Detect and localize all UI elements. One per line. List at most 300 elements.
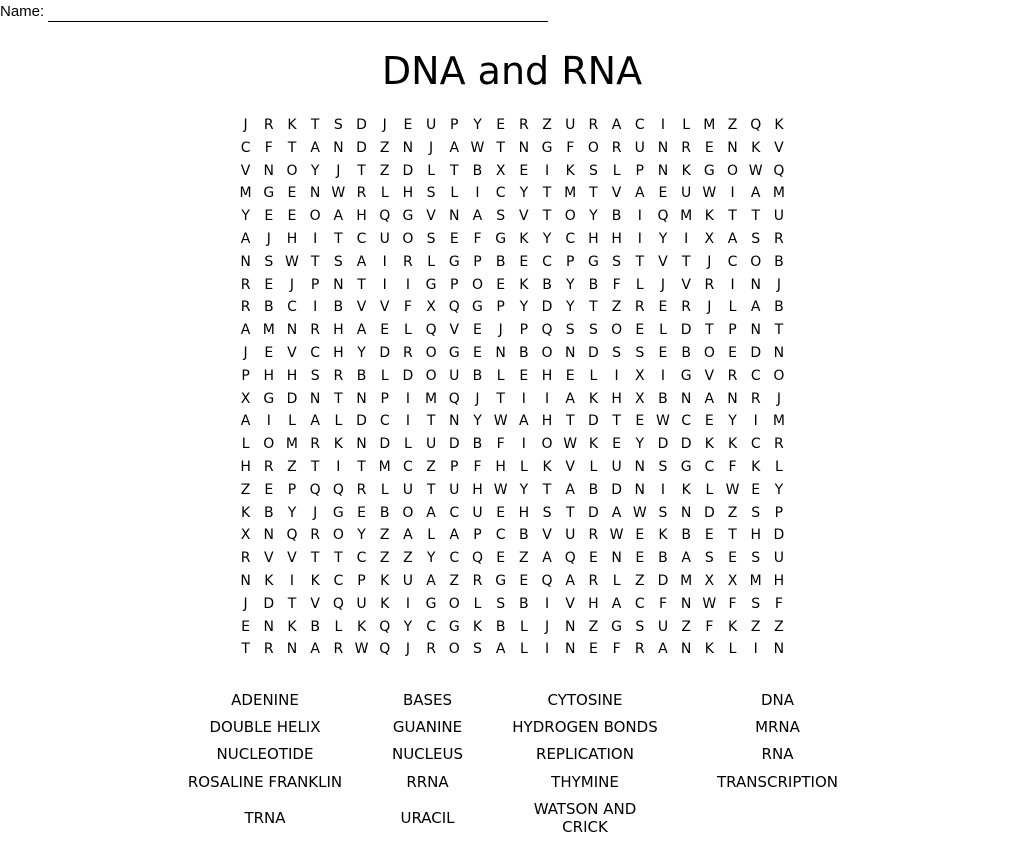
grid-letter: P xyxy=(635,162,644,179)
grid-letter: K xyxy=(287,618,297,635)
grid-letter: E xyxy=(658,185,668,202)
grid-letter: A xyxy=(449,527,460,544)
grid-letter: D xyxy=(402,162,414,179)
grid-letter: P xyxy=(241,367,250,384)
grid-letter: O xyxy=(773,367,785,384)
grid-letter: C xyxy=(750,367,761,384)
grid-letter: N xyxy=(263,618,275,635)
grid-letter: H xyxy=(495,458,506,475)
grid-letter: B xyxy=(681,527,691,544)
grid-letter: D xyxy=(263,595,275,612)
grid-letter: I xyxy=(637,208,642,225)
grid-letter: R xyxy=(356,185,367,202)
grid-letter: Q xyxy=(448,390,460,407)
grid-letter: I xyxy=(753,641,758,658)
grid-letter: X xyxy=(704,230,715,247)
grid-letter: S xyxy=(751,595,761,612)
grid-letter: E xyxy=(704,413,714,430)
grid-letter: C xyxy=(681,413,692,430)
grid-letter: T xyxy=(310,550,320,567)
grid-letter: P xyxy=(380,390,389,407)
grid-letter: T xyxy=(542,208,552,225)
grid-letter: B xyxy=(588,276,599,293)
grid-letter: D xyxy=(657,436,669,453)
grid-letter: R xyxy=(634,641,645,658)
grid-letter: O xyxy=(309,208,321,225)
grid-letter: B xyxy=(774,299,784,316)
grid-letter: L xyxy=(519,458,528,475)
word-list xyxy=(160,686,870,840)
grid-letter: S xyxy=(264,253,274,270)
word-list-item: WATSON AND CRICK xyxy=(533,799,637,836)
grid-letter: P xyxy=(774,504,784,521)
grid-letter: E xyxy=(496,504,506,521)
grid-letter: Y xyxy=(473,413,482,430)
grid-letter: M xyxy=(425,390,438,407)
grid-letter: D xyxy=(680,322,692,339)
grid-letter: J xyxy=(776,276,781,293)
grid-letter: K xyxy=(658,527,668,544)
grid-letter: T xyxy=(565,504,575,521)
grid-letter: R xyxy=(263,641,274,658)
grid-letter: R xyxy=(774,230,784,247)
grid-letter: U xyxy=(472,504,483,521)
grid-letter: A xyxy=(565,572,575,589)
word-list-item: THYMINE xyxy=(551,772,619,791)
grid-letter: O xyxy=(703,344,715,361)
grid-letter: K xyxy=(751,458,761,475)
grid-letter: S xyxy=(310,367,320,384)
grid-letter: U xyxy=(611,458,622,475)
grid-letter: C xyxy=(310,344,321,361)
grid-letter: A xyxy=(426,572,436,589)
grid-letter: B xyxy=(658,550,668,567)
grid-letter: L xyxy=(728,299,737,316)
grid-letter: P xyxy=(287,481,297,498)
grid-letter: V xyxy=(565,458,575,475)
grid-letter: P xyxy=(473,253,482,270)
grid-letter: S xyxy=(751,504,761,521)
grid-letter: T xyxy=(681,253,691,270)
grid-letter: K xyxy=(565,162,575,179)
grid-letter: F xyxy=(473,230,482,247)
grid-letter: K xyxy=(264,572,274,589)
grid-letter: B xyxy=(472,162,483,179)
grid-letter: E xyxy=(449,230,459,247)
grid-letter: N xyxy=(680,595,692,612)
grid-letter: S xyxy=(333,253,343,270)
grid-letter: M xyxy=(680,208,693,225)
grid-letter: L xyxy=(427,527,435,544)
grid-letter: O xyxy=(611,322,623,339)
grid-letter: R xyxy=(704,276,715,293)
grid-letter: T xyxy=(287,139,297,156)
grid-letter: B xyxy=(472,436,483,453)
grid-letter: F xyxy=(658,595,667,612)
grid-letter: M xyxy=(703,117,716,133)
grid-letter: K xyxy=(241,504,251,521)
grid-letter: R xyxy=(240,550,251,567)
grid-letter: F xyxy=(473,458,482,475)
grid-letter: A xyxy=(565,390,575,407)
grid-letter: N xyxy=(657,162,669,179)
grid-letter: C xyxy=(565,230,576,247)
grid-letter: U xyxy=(565,117,576,133)
name-underline xyxy=(48,7,548,22)
grid-letter: A xyxy=(403,527,413,544)
grid-letter: S xyxy=(588,162,598,179)
grid-letter: T xyxy=(542,481,552,498)
grid-letter: E xyxy=(519,367,529,384)
grid-letter: R xyxy=(263,458,274,475)
grid-letter: R xyxy=(750,390,761,407)
grid-letter: W xyxy=(470,139,485,156)
grid-letter: D xyxy=(703,504,715,521)
grid-letter: R xyxy=(310,322,321,339)
grid-letter: I xyxy=(313,299,318,316)
grid-letter: E xyxy=(635,413,645,430)
grid-letter: E xyxy=(496,550,506,567)
grid-letter: D xyxy=(356,413,367,430)
grid-letter: A xyxy=(611,117,622,133)
grid-letter: H xyxy=(541,367,553,384)
grid-letter: Q xyxy=(379,641,391,658)
grid-letter: A xyxy=(449,139,460,156)
grid-letter: T xyxy=(241,641,250,658)
grid-letter: Z xyxy=(379,139,390,156)
grid-letter: E xyxy=(635,550,645,567)
grid-letter: K xyxy=(287,117,297,133)
grid-letter: C xyxy=(403,458,413,475)
grid-letter: U xyxy=(425,117,437,133)
grid-letter: G xyxy=(448,618,460,635)
grid-letter: A xyxy=(240,230,251,247)
grid-letter: A xyxy=(240,322,251,339)
grid-letter: B xyxy=(263,299,274,316)
grid-letter: Z xyxy=(727,117,738,133)
grid-letter: V xyxy=(287,344,297,361)
grid-letter: E xyxy=(588,641,598,658)
grid-letter: L xyxy=(612,572,621,589)
grid-letter: R xyxy=(263,117,274,133)
grid-letter: V xyxy=(704,367,715,384)
grid-letter: D xyxy=(680,436,692,453)
grid-letter: X xyxy=(240,390,251,407)
grid-letter: K xyxy=(588,436,598,453)
grid-letter: T xyxy=(450,162,459,179)
grid-letter: D xyxy=(448,436,460,453)
grid-letter: T xyxy=(612,413,621,430)
grid-letter: N xyxy=(240,572,251,589)
grid-letter: Z xyxy=(240,481,251,498)
grid-letter: J xyxy=(660,276,666,293)
grid-letter: J xyxy=(336,162,341,179)
grid-letter: Q xyxy=(379,618,391,635)
grid-letter: L xyxy=(635,276,644,293)
grid-letter: D xyxy=(379,344,391,361)
grid-letter: W xyxy=(493,413,508,430)
grid-letter: R xyxy=(240,299,251,316)
grid-letter: T xyxy=(310,458,320,475)
grid-letter: F xyxy=(728,595,737,612)
grid-letter: E xyxy=(704,527,714,544)
grid-letter: E xyxy=(519,162,529,179)
grid-letter: A xyxy=(704,390,715,407)
grid-letter: X xyxy=(426,299,436,316)
grid-letter: G xyxy=(611,618,623,635)
grid-letter: M xyxy=(680,572,693,589)
grid-letter: K xyxy=(704,436,714,453)
grid-letter: Z xyxy=(750,618,761,635)
grid-letter: Y xyxy=(728,413,737,430)
grid-letter: P xyxy=(450,458,459,475)
grid-letter: G xyxy=(703,162,715,179)
word-list-item: NUCLEUS xyxy=(391,745,463,764)
grid-letter: V xyxy=(681,276,691,293)
grid-letter: O xyxy=(727,162,739,179)
grid-letter: B xyxy=(774,253,784,270)
grid-letter: F xyxy=(264,139,273,156)
grid-letter: J xyxy=(289,276,295,293)
grid-letter: B xyxy=(611,208,622,225)
grid-letter: B xyxy=(519,344,529,361)
grid-letter: T xyxy=(357,162,366,179)
grid-letter: I xyxy=(660,367,666,384)
grid-letter: I xyxy=(660,117,666,133)
grid-letter: O xyxy=(402,504,414,521)
grid-letter: J xyxy=(266,230,271,247)
grid-letter: C xyxy=(727,253,738,270)
grid-letter: Y xyxy=(519,299,529,316)
grid-letter: E xyxy=(264,208,274,225)
grid-letter: N xyxy=(449,208,460,225)
word-list-item: DOUBLE HELIX xyxy=(209,718,321,737)
grid-letter: T xyxy=(287,595,297,612)
grid-letter: Z xyxy=(449,572,460,589)
grid-letter: E xyxy=(658,299,668,316)
grid-letter: N xyxy=(773,641,785,658)
grid-letter: H xyxy=(263,367,275,384)
grid-letter: U xyxy=(773,208,785,225)
grid-letter: T xyxy=(635,253,645,270)
grid-letter: G xyxy=(495,572,507,589)
grid-letter: B xyxy=(681,344,691,361)
grid-letter: A xyxy=(356,253,367,270)
grid-letter: L xyxy=(288,413,296,430)
grid-letter: E xyxy=(380,322,390,339)
grid-letter: F xyxy=(566,139,575,156)
grid-letter: V xyxy=(240,162,251,179)
grid-letter: I xyxy=(730,185,735,202)
grid-letter: U xyxy=(657,618,669,635)
grid-letter: Y xyxy=(519,481,529,498)
grid-letter: L xyxy=(589,367,598,384)
grid-letter: A xyxy=(240,413,251,430)
grid-letter: G xyxy=(263,390,275,407)
grid-letter: A xyxy=(611,595,622,612)
grid-letter: N xyxy=(286,322,298,339)
grid-letter: T xyxy=(774,322,784,339)
grid-letter: A xyxy=(750,299,761,316)
grid-letter: L xyxy=(450,185,459,202)
grid-letter: U xyxy=(402,572,414,589)
grid-letter: B xyxy=(310,618,320,635)
grid-letter: L xyxy=(589,458,598,475)
grid-letter: O xyxy=(541,344,553,361)
grid-letter: R xyxy=(472,572,483,589)
grid-letter: T xyxy=(334,230,343,247)
grid-letter: B xyxy=(263,504,274,521)
grid-letter: H xyxy=(333,322,344,339)
grid-letter: G xyxy=(425,276,437,293)
grid-letter: V xyxy=(263,550,274,567)
grid-letter: W xyxy=(702,185,717,202)
grid-letter: M xyxy=(749,572,762,589)
word-list-item: TRANSCRIPTION xyxy=(717,772,838,791)
grid-letter: C xyxy=(542,253,552,270)
grid-letter: L xyxy=(659,322,667,339)
grid-letter: S xyxy=(426,230,436,247)
grid-letter: N xyxy=(680,641,692,658)
grid-letter: J xyxy=(243,117,248,133)
grid-letter: K xyxy=(588,390,598,407)
grid-letter: G xyxy=(263,185,275,202)
grid-letter: X xyxy=(704,572,715,589)
grid-letter: W xyxy=(285,253,299,270)
grid-letter: I xyxy=(475,185,480,202)
grid-letter: V xyxy=(310,595,320,612)
grid-letter: M xyxy=(772,185,785,202)
grid-letter: V xyxy=(611,185,622,202)
grid-letter: I xyxy=(614,367,619,384)
grid-letter: S xyxy=(565,322,575,339)
grid-letter: W xyxy=(725,481,740,498)
grid-letter: K xyxy=(774,117,784,133)
grid-letter: T xyxy=(310,117,320,133)
grid-letter: V xyxy=(356,299,367,316)
grid-letter: E xyxy=(728,344,737,361)
word-list-item: URACIL xyxy=(400,808,455,827)
grid-letter: T xyxy=(334,390,343,407)
grid-letter: U xyxy=(565,527,576,544)
name-field xyxy=(0,2,548,22)
grid-letter: Q xyxy=(379,208,391,225)
grid-letter: R xyxy=(310,436,321,453)
grid-letter: H xyxy=(518,504,530,521)
grid-letter: M xyxy=(285,436,299,453)
grid-letter: I xyxy=(637,230,642,247)
grid-letter: O xyxy=(286,162,298,179)
grid-letter: Z xyxy=(774,618,784,635)
grid-letter: L xyxy=(427,253,435,270)
grid-letter: Z xyxy=(611,299,622,316)
grid-letter: D xyxy=(611,481,622,498)
grid-letter: K xyxy=(751,139,761,156)
grid-letter: D xyxy=(588,344,599,361)
grid-letter: Z xyxy=(727,504,738,521)
grid-letter: V xyxy=(426,208,436,225)
grid-letter: G xyxy=(680,367,692,384)
word-list-item: TRNA xyxy=(244,808,286,827)
grid-letter: D xyxy=(356,117,367,133)
grid-letter: R xyxy=(518,117,529,133)
grid-letter: B xyxy=(658,390,668,407)
grid-letter: R xyxy=(240,276,251,293)
grid-letter: N xyxy=(240,253,251,270)
grid-letter: L xyxy=(380,481,389,498)
grid-letter: M xyxy=(378,458,391,475)
grid-letter: W xyxy=(609,527,624,544)
grid-letter: T xyxy=(426,413,436,430)
grid-letter: R xyxy=(588,117,599,133)
grid-letter: N xyxy=(309,185,321,202)
grid-letter: T xyxy=(496,139,505,156)
grid-letter: L xyxy=(427,162,435,179)
grid-letter: I xyxy=(544,390,550,407)
grid-letter: E xyxy=(264,481,274,498)
grid-letter: H xyxy=(541,413,553,430)
grid-letter: V xyxy=(565,595,575,612)
grid-letter: I xyxy=(313,230,318,247)
grid-letter: N xyxy=(564,641,576,658)
word-list-item: ADENINE xyxy=(231,690,299,709)
grid-letter: R xyxy=(310,527,321,544)
grid-letter: D xyxy=(379,436,391,453)
grid-letter: G xyxy=(425,595,437,612)
grid-letter: L xyxy=(519,641,528,658)
grid-letter: E xyxy=(704,139,714,156)
grid-letter: H xyxy=(402,185,414,202)
grid-letter: Z xyxy=(379,162,390,179)
grid-letter: X xyxy=(495,162,506,179)
grid-letter: C xyxy=(634,595,645,612)
grid-letter: N xyxy=(634,481,646,498)
grid-letter: L xyxy=(404,322,412,339)
grid-letter: S xyxy=(635,618,645,635)
grid-letter: K xyxy=(380,572,390,589)
grid-letter: W xyxy=(493,481,508,498)
grid-letter: H xyxy=(286,367,298,384)
grid-letter: L xyxy=(728,641,737,658)
grid-letter: V xyxy=(449,322,460,339)
word-list-item: REPLICATION xyxy=(536,745,634,764)
grid-letter: E xyxy=(612,436,622,453)
grid-letter: Q xyxy=(471,550,483,567)
grid-letter: A xyxy=(426,504,436,521)
grid-letter: K xyxy=(333,436,343,453)
grid-letter: N xyxy=(449,413,460,430)
grid-letter: V xyxy=(774,139,784,156)
grid-letter: E xyxy=(588,550,598,567)
grid-letter: U xyxy=(773,550,785,567)
grid-letter: A xyxy=(542,550,552,567)
grid-letter: J xyxy=(707,253,712,270)
grid-letter: L xyxy=(380,185,389,202)
grid-letter: S xyxy=(658,504,668,521)
page-title: DNA and RNA xyxy=(381,49,643,93)
grid-letter: U xyxy=(449,367,460,384)
grid-letter: L xyxy=(380,367,389,384)
grid-letter: T xyxy=(426,481,436,498)
grid-letter: N xyxy=(402,139,414,156)
grid-letter: C xyxy=(750,436,761,453)
grid-letter: R xyxy=(634,299,645,316)
grid-letter: Y xyxy=(519,185,529,202)
grid-letter: W xyxy=(354,641,369,658)
grid-letter: P xyxy=(357,572,366,589)
grid-letter: D xyxy=(588,504,599,521)
grid-letter: S xyxy=(612,253,622,270)
